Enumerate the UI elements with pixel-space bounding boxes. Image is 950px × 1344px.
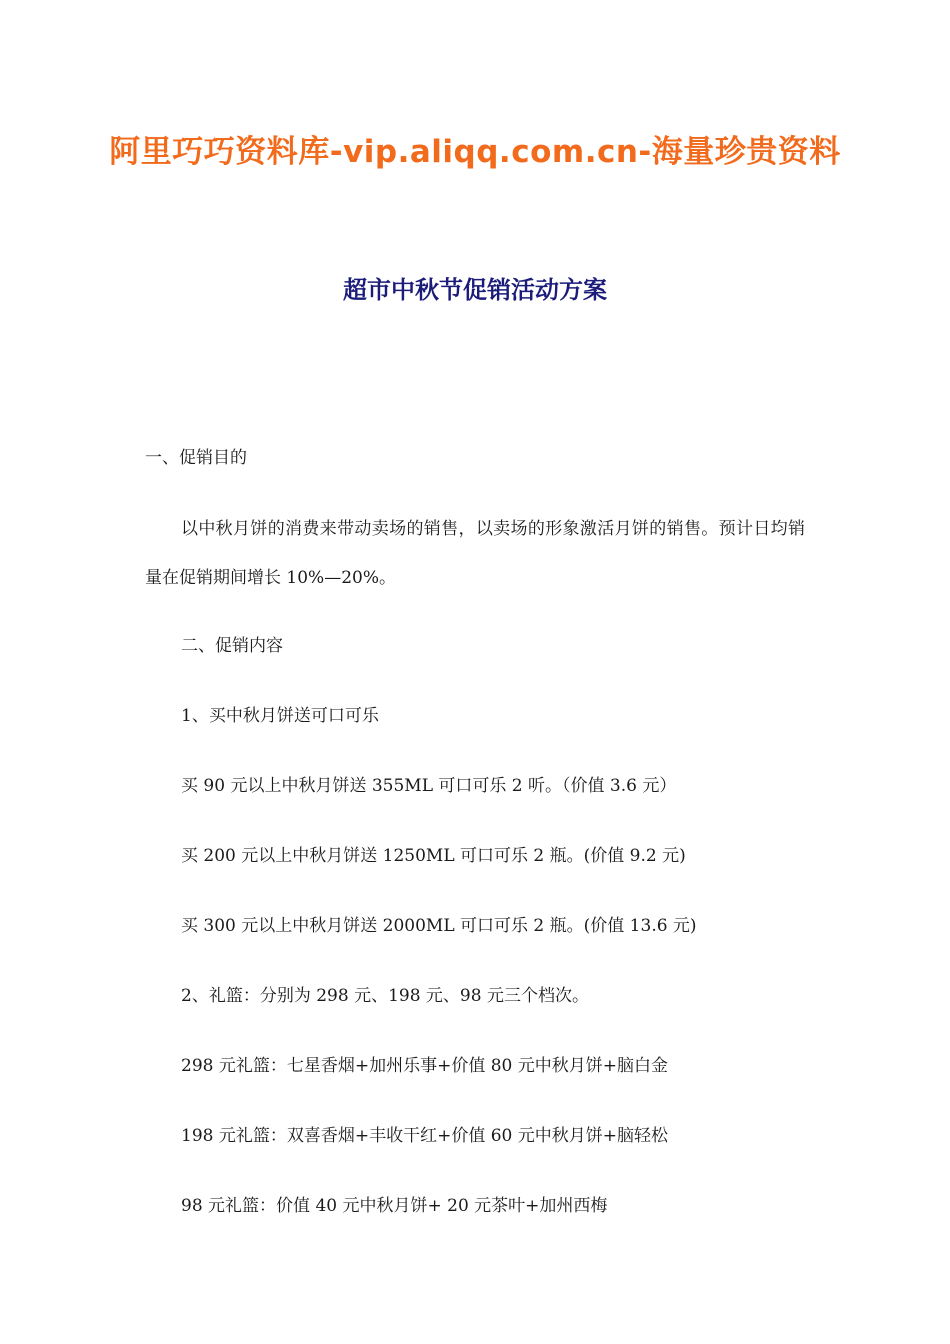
purpose-paragraph: 以中秋月饼的消费来带动卖场的销售，以卖场的形象激活月饼的销售。预计日均销量在促销期间增长 10%—20%。 (145, 519, 805, 588)
site-banner: 阿里巧巧资料库-vip.aliqq.com.cn-海量珍贵资料 (109, 134, 841, 170)
gift-basket-line: 298 元礼篮：七星香烟+加州乐事+价值 80 元中秋月饼+脑白金 (181, 1056, 669, 1076)
document-title: 超市中秋节促销活动方案 (343, 275, 607, 304)
promo-line: 买 200 元以上中秋月饼送 1250ML 可口可乐 2 瓶。(价值 9.2 元) (181, 846, 686, 866)
gift-basket-line: 98 元礼篮：价值 40 元中秋月饼+ 20 元茶叶+加州西梅 (181, 1196, 608, 1216)
promo-line: 买 90 元以上中秋月饼送 355ML 可口可乐 2 听。（价值 3.6 元） (181, 776, 677, 796)
section-heading-content: 二、促销内容 (181, 636, 283, 656)
item-heading-coca-cola: 1、买中秋月饼送可口可乐 (181, 706, 379, 726)
promo-line: 买 300 元以上中秋月饼送 2000ML 可口可乐 2 瓶。(价值 13.6 元) (181, 916, 697, 936)
gift-basket-line: 198 元礼篮：双喜香烟+丰收干红+价值 60 元中秋月饼+脑轻松 (181, 1126, 669, 1146)
section-heading-purpose: 一、促销目的 (145, 448, 247, 468)
item-heading-gift-basket: 2、礼篮：分别为 298 元、198 元、98 元三个档次。 (181, 986, 589, 1006)
